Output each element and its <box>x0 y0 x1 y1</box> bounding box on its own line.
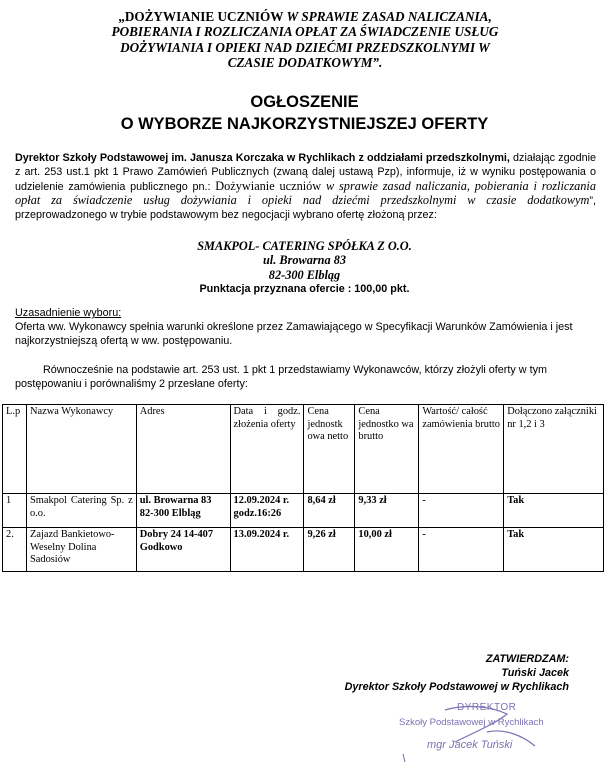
row-date: 13.09.2024 r. <box>230 528 304 572</box>
row-attachments: Tak <box>504 494 604 528</box>
title-line-3: DOŻYWIANIA I OPIEKI NAD DZIEĆMI PRZEDSZKOLNYMI W <box>120 39 490 55</box>
row-address: Dobry 24 14-407 Godkowo <box>136 528 230 572</box>
row-total: - <box>419 494 504 528</box>
title-line-1b: W SPRAWIE ZASAD NALICZANIA, <box>286 9 492 24</box>
header-gross-price: Cena jednostko wa brutto <box>355 405 419 494</box>
winner-city: 82-300 Elbląg <box>268 268 341 282</box>
row-attachments: Tak <box>504 528 604 572</box>
row-address: ul. Browarna 83 82-300 Elbląg <box>136 494 230 528</box>
bidders-intro: Równocześnie na podstawie art. 253 ust. 1 pkt 1 przedstawiamy Wykonawców, którzy złożyli oferty w tym postępowaniu i porównaliśmy 2 przesłane oferty: <box>15 364 547 390</box>
intro-actor: Dyrektor Szkoły Podstawowej im. Janusza Korczaka w Rychlikach z oddziałami przedszkolnymi, <box>15 152 510 164</box>
winner-score: Punktacja przyznana ofercie : 100,00 pkt. <box>199 283 410 295</box>
intro-subject-italic: w sprawie zasad naliczania, pobierania i rozliczania opłat za świadczenie usług dożywiania i opieki nad dziećmi przedszkolnymi w czasie dodatkowym <box>15 178 596 208</box>
header-total: Wartość/ całość zamówienia brutto <box>419 405 504 494</box>
approval-name: Tuński Jacek <box>501 667 569 679</box>
announcement-heading: OGŁOSZENIE <box>250 93 359 111</box>
intro-part-1: działając zgodnie z art. 253 ust.1 pkt 1 Prawo Zamówień Publicznych (zwaną dalej ustawą Pzp), informuje, iż w wyniku postępowania o udzielenie zamówienia publicznego pn.: <box>15 152 596 193</box>
row-lp: 1 <box>3 494 27 528</box>
header-address: Adres <box>136 405 230 494</box>
announcement-subheading: O WYBORZE NAJKORZYSTNIEJSZEJ OFERTY <box>120 115 489 133</box>
justification-title: Uzasadnienie wyboru: <box>15 307 122 319</box>
stamp-school: Szkoły Podstawowej w Rychlikach <box>399 717 544 728</box>
intro-subject-close: ”, <box>589 195 596 208</box>
intro-paragraph <box>15 152 596 223</box>
row-contractor: Smakpol Catering Sp. z o.o. <box>26 494 136 528</box>
offers-table <box>2 404 604 572</box>
approval-label: ZATWIERDZAM: <box>485 653 569 665</box>
row-total: - <box>419 528 504 572</box>
row-net-price: 8,64 zł <box>304 494 355 528</box>
winner-street: ul. Browarna 83 <box>262 253 347 267</box>
approval-block <box>345 652 569 694</box>
title-line-1a: „DOŻYWIANIE UCZNIÓW <box>118 9 287 24</box>
row-date: 12.09.2024 r. godz.16:26 <box>230 494 304 528</box>
table-row <box>3 528 604 572</box>
header-net-price: Cena jednostk owa netto <box>304 405 355 494</box>
stamp-title: DYREKTOR <box>457 702 517 713</box>
approval-role: Dyrektor Szkoły Podstawowej w Rychlikach <box>344 681 569 693</box>
header-attachments: Dołączono załączniki nr 1,2 i 3 <box>504 405 604 494</box>
justification-text: Oferta ww. Wykonawcy spełnia warunki określone przez Zamawiającego w Specyfikacji Warunków Zamówienia i jest najkorzystniejszą ofertą w ww. postępowaniu. <box>15 321 573 347</box>
intro-part-2: przeprowadzonego w trybie podstawowym bez negocjacji wybrano ofertę złożoną przez: <box>15 209 437 222</box>
winner-name: SMAKPOL- CATERING SPÓŁKA Z O.O. <box>197 239 412 253</box>
row-contractor: Zajazd Bankietowo-Weselny Dolina Sadosiów <box>26 528 136 572</box>
title-line-4: CZASIE DODATKOWYM”. <box>227 55 383 71</box>
document-title <box>60 9 550 71</box>
header-date: Data i godz. złożenia oferty <box>230 405 304 494</box>
stamp-name: mgr Jacek Tuński <box>427 739 513 751</box>
director-stamp <box>395 702 575 764</box>
title-line-2: POBIERANIA I ROZLICZANIA OPŁAT ZA ŚWIADCZENIE USŁUG <box>111 24 499 40</box>
header-lp: L.p <box>3 405 27 494</box>
row-gross-price: 9,33 zł <box>355 494 419 528</box>
row-lp: 2. <box>3 528 27 572</box>
row-net-price: 9,26 zł <box>304 528 355 572</box>
header-contractor: Nazwa Wykonawcy <box>26 405 136 494</box>
table-row <box>3 494 604 528</box>
row-gross-price: 10,00 zł <box>355 528 419 572</box>
table-header-row <box>3 405 604 494</box>
intro-subject: Dożywianie uczniów <box>215 178 326 193</box>
